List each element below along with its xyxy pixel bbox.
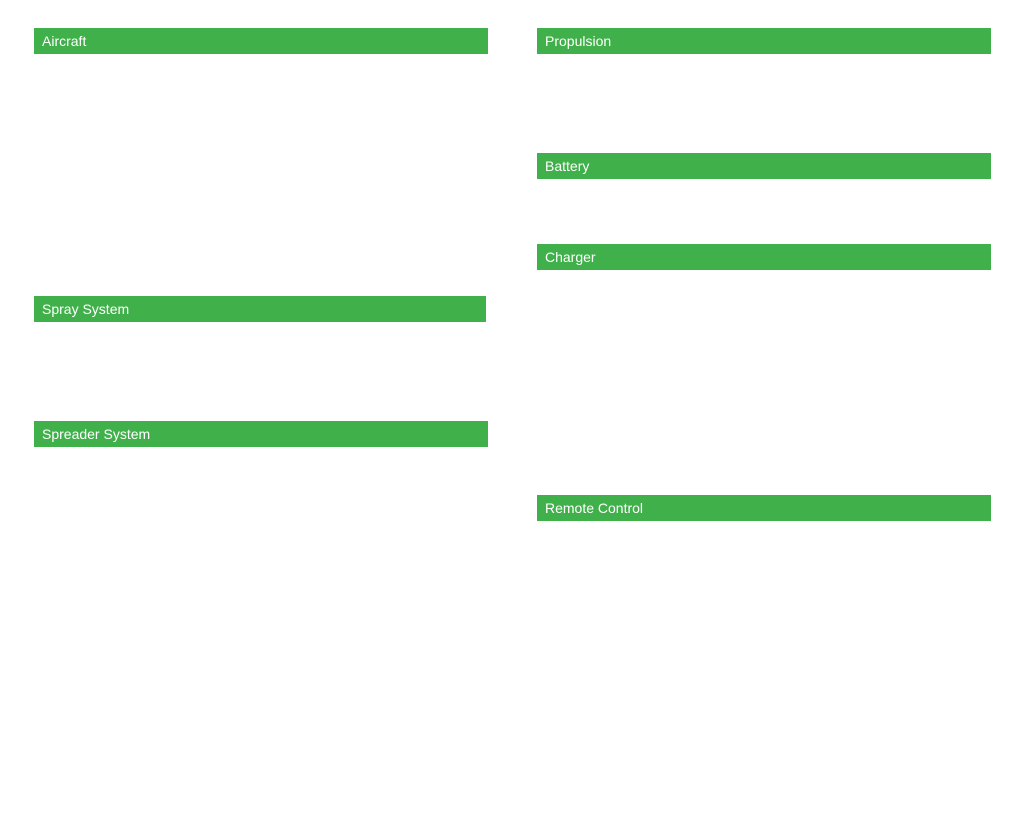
section-header-spreader-system: Spreader System bbox=[34, 421, 488, 447]
section-header-charger: Charger bbox=[537, 244, 991, 270]
section-header-aircraft: Aircraft bbox=[34, 28, 488, 54]
section-header-remote-control: Remote Control bbox=[537, 495, 991, 521]
section-header-spray-system: Spray System bbox=[34, 296, 486, 322]
section-header-propulsion: Propulsion bbox=[537, 28, 991, 54]
section-header-battery: Battery bbox=[537, 153, 991, 179]
